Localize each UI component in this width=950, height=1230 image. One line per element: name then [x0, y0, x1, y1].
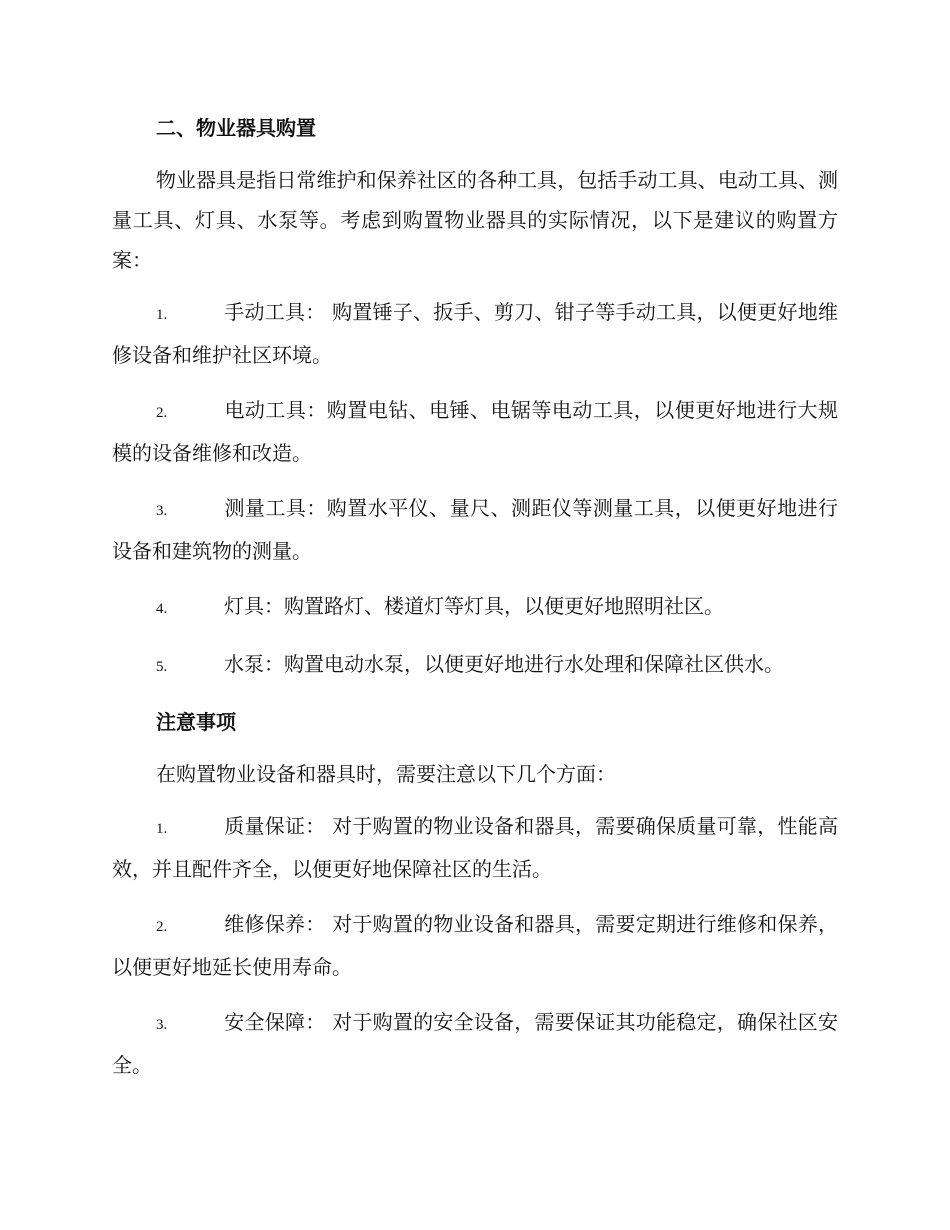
list-item [112, 644, 838, 687]
list-item-text: 质量保证： 对于购置的物业设备和器具，需要确保质量可靠，性能高效，并且配件齐全，以便更好地保障社区的生活。 [112, 814, 838, 881]
list-item [112, 806, 838, 889]
list-item [112, 1002, 838, 1085]
notes-intro-paragraph: 在购置物业设备和器具时，需要注意以下几个方面： [156, 762, 616, 786]
list-number: 3. [156, 503, 168, 519]
list-number: 2. [156, 405, 168, 421]
list-item [112, 586, 838, 629]
list-item-text: 测量工具：购置水平仪、量尺、测距仪等测量工具，以便更好地进行设备和建筑物的测量。 [112, 496, 838, 563]
list-number: 4. [156, 601, 168, 617]
list-number: 3. [156, 1017, 168, 1033]
list-item-text: 水泵：购置电动水泵，以便更好地进行水处理和保障社区供水。 [224, 652, 784, 676]
list-item-text: 安全保障： 对于购置的安全设备，需要保证其功能稳定，确保社区安全。 [112, 1010, 838, 1077]
list-item-text: 电动工具：购置电钻、电锤、电锯等电动工具，以便更好地进行大规模的设备维修和改造。 [112, 398, 838, 465]
section-heading-notes: 注意事项 [156, 710, 236, 734]
intro-paragraph: 物业器具是指日常维护和保养社区的各种工具，包括手动工具、电动工具、测量工具、灯具、水泵等。考虑到购置物业器具的实际情况，以下是建议的购置方案： [112, 168, 838, 272]
list-item [112, 292, 838, 375]
document-body [112, 108, 838, 1100]
list-item [112, 488, 838, 571]
list-item-text: 手动工具： 购置锤子、扳手、剪刀、钳子等手动工具，以便更好地维修设备和维护社区环境。 [112, 300, 838, 367]
list-item [112, 904, 838, 987]
list-item-text: 灯具：购置路灯、楼道灯等灯具，以便更好地照明社区。 [224, 594, 724, 618]
section-heading-equipment-purchase: 二、物业器具购置 [156, 116, 316, 140]
list-number: 1. [156, 821, 168, 837]
list-number: 5. [156, 659, 168, 675]
list-item-text: 维修保养： 对于购置的物业设备和器具，需要定期进行维修和保养，以便更好地延长使用寿命。 [112, 912, 838, 979]
list-item [112, 390, 838, 473]
list-number: 2. [156, 919, 168, 935]
list-number: 1. [156, 307, 168, 323]
